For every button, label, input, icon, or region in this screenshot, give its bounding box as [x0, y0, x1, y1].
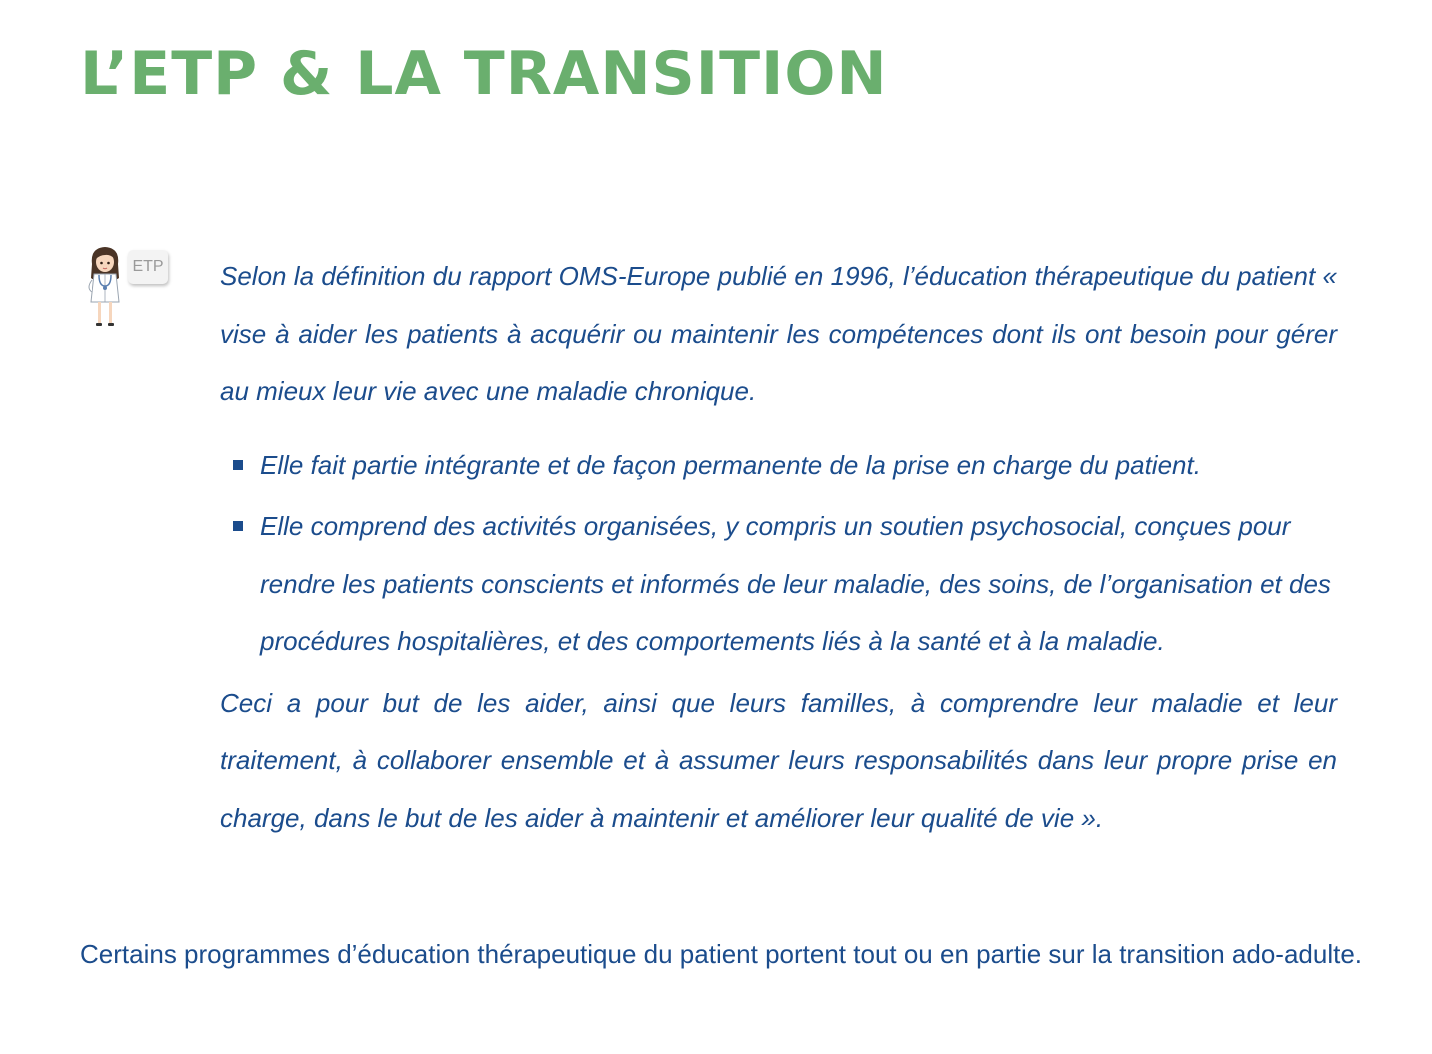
list-item: [220, 498, 1337, 671]
quote-bullet-list: [220, 437, 1337, 671]
list-item: [220, 437, 1337, 495]
bullet-text: Elle fait partie intégrante et de façon permanente de la prise en charge du patient.: [260, 449, 1201, 480]
square-bullet-icon: [233, 521, 243, 531]
page-title: L’ETP & LA TRANSITION: [80, 39, 888, 109]
who-definition-quote: [220, 248, 1337, 847]
quote-conclusion-paragraph: Ceci a pour but de les aider, ainsi que leurs familles, à comprendre leur maladie et leur traitement, à collaborer ensemble et à assumer leurs responsabilités dans leur propre prise en charge, dans le but de les aider à maintenir et améliorer leur qualité de vie ».: [220, 687, 1337, 833]
square-bullet-icon: [233, 460, 243, 470]
nurse-mascot-icon: [84, 244, 128, 328]
transition-paragraph: Certains programmes d’éducation thérapeutique du patient portent tout ou en partie sur la transition ado-adulte.: [80, 939, 1363, 969]
quote-intro-paragraph: Selon la définition du rapport OMS-Europe publié en 1996, l’éducation thérapeutique du patient « vise à aider les patients à acquérir ou maintenir les compétences dont ils ont besoin pour gérer au mieux leur vie avec une maladie chronique.: [220, 261, 1337, 406]
etp-badge: ETP: [128, 250, 168, 284]
nurse-mascot-image: [84, 244, 174, 328]
bullet-text: Elle comprend des activités organisées, y compris un soutien psychosocial, conçues pour rendre les patients conscients et informés de leur maladie, des soins, de l’organisation et des procédures hospitalières, et des comportements liés à la santé et à la maladie.: [260, 511, 1331, 656]
